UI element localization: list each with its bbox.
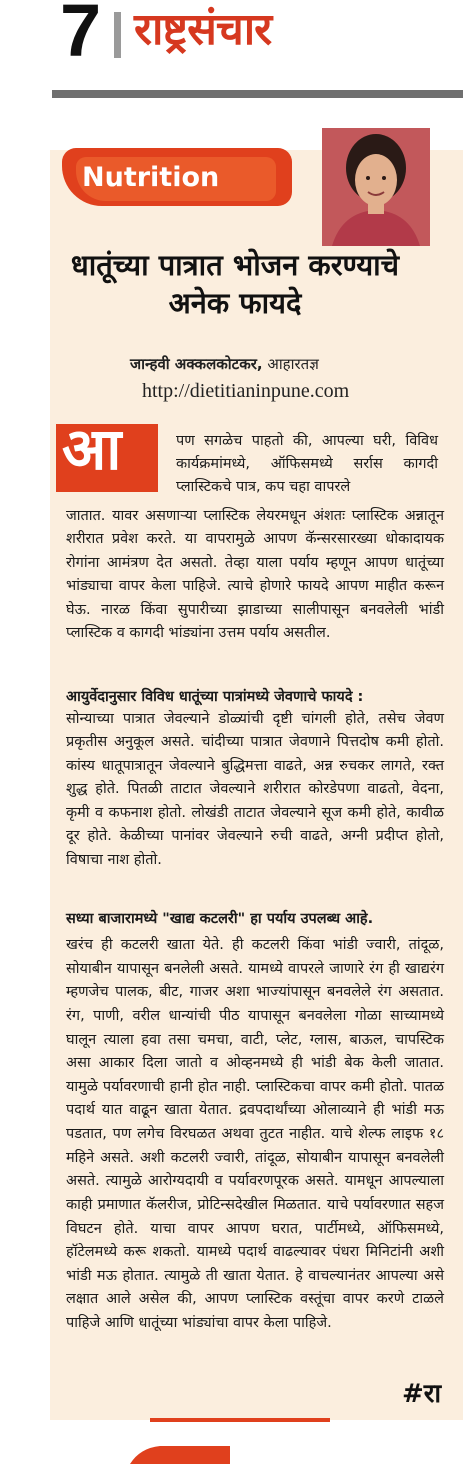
subheading-2: सध्या बाजारामध्ये "खाद्य कटलरी" हा पर्याय उपलब्ध आहे. bbox=[66, 911, 374, 927]
author-role: आहारतज्ञ bbox=[267, 355, 319, 373]
website-link[interactable]: http://dietitianinpune.com bbox=[142, 380, 350, 402]
masthead-rule bbox=[52, 90, 463, 98]
body-paragraph-3: खरंच ही कटलरी खाता येते. ही कटलरी किंवा भांडी ज्वारी, तांदूळ, सोयाबीन यापासून बनलेली असते. यामध्ये वापरले जाणारे रंग ही खाद्यरंग म्हणजेच पालक, बीट, गाजर अशा भाज्यांपासून बनवलेले रंग असतात. रंग, पाणी, वरील धान्यांची पीठ यापासून बनवलेला गोळा साच्यामध्ये घालून त्याला हवा तसा चमचा, वाटी, प्लेट, ग्लास, बाऊल, चापस्टिक असा आकार दिला जातो व ओव्हनमध्ये ही भांडी बेक केली जातात. यामुळे पर्यावरणाची हानी होत नाही. प्लास्टिकचा वापर कमी होतो. पातळ पदार्थ यात वाढून खाता येतात. द्रवपदार्थांच्या ओलाव्याने ही भांडी मऊ पडतात, पण लगेच विरघळत अथवा तुटत नाहीत. याचे शेल्फ लाइफ १८ महिने असते. अशी कटलरी ज्वारी, तांदूळ, सोयाबीन यापासून बनवलेली असते. त्यामुळे आरोग्यदायी व पर्यावरणपूरक असते. यामधून आपल्याला काही प्रमाणात कॅलरीज, प्रोटिन्सदेखील मिळतात. याचे पर्यावरणात सहज विघटन होते. याचा वापर आपण घरात, पार्टीमध्ये, ऑफिसमध्ये, हॉटेलमध्ये करू शकतो. यामध्ये पदार्थ वाढल्यावर पंधरा मिनिटांनी अशी भांडी मऊ होतात. त्यामुळे ती खाता येतात. हे वाचल्यानंतर आपल्या असे लक्षात आले असेल की, आपण प्लास्टिक वस्तूंचा वापर करणे टाळले पाहिजे आणि धातूंच्या भांड्यांचा वापर केला पाहिजे. bbox=[66, 937, 444, 1331]
body-paragraph-2: सोन्याच्या पात्रात जेवल्याने डोळ्यांची दृष्टी चांगली होते, तसेच जेवण प्रकृतीस अनुकूल असते. चांदीच्या पात्रात जेवणाने पित्तदोष कमी होतो. कांस्य धातूपात्रातून जेवल्याने बुद्धिमत्ता वाढते, अन्न रुचकर लागते, रक्त शुद्ध होते. पितळी ताटात जेवल्याने शरीरात कोरडेपणा वाढतो, वेदना, कृमी व कफनाश होतो. लोखंडी ताटात जेवल्याने सूज कमी होते, कावीळ दूर होते. केळीच्या पानांवर जेवल्याने रुची वाढते, अग्नी प्रदीप्त होतो, विषाचा नाश होतो. bbox=[66, 711, 444, 868]
masthead-divider bbox=[114, 12, 121, 58]
byline bbox=[130, 354, 319, 374]
lead-paragraph: पण सगळेच पाहतो की, आपल्या घरी, विविध कार्यक्रमांमध्ये, ऑफिसमध्ये सर्रास कागदी प्लास्टिकचे पात्र, कप चहा वापरले bbox=[176, 433, 438, 495]
author-portrait-icon bbox=[322, 128, 430, 246]
hashtag-mark: #रा bbox=[402, 1379, 442, 1409]
section-label: Nutrition bbox=[82, 162, 220, 193]
bottom-rule bbox=[150, 1418, 330, 1422]
dropcap: आ bbox=[62, 415, 122, 483]
masthead bbox=[0, 0, 463, 100]
newspaper-brand: राष्ट्रसंचार bbox=[134, 4, 272, 55]
author-photo bbox=[322, 128, 430, 246]
next-article-tab-icon bbox=[110, 1446, 230, 1464]
page-number: 7 bbox=[60, 0, 102, 72]
subheading-1: आयुर्वेदानुसार विविध धातूंच्या पात्रांमध्ये जेवणाचे फायदे : bbox=[66, 689, 364, 705]
body-paragraph-1: जातात. यावर असणाऱ्या प्लास्टिक लेयरमधून अंशतः प्लास्टिक अन्नातून शरीरात प्रवेश करते. या वापरामुळे आपण कॅन्सरसारख्या धोकादायक रोगांना आमंत्रण देत असतो. तेव्हा याला पर्याय म्हणून आपण धातूंच्या भांड्याचा वापर केला पाहिजे. त्याचे होणारे फायदे आपण माहीत करून घेऊ. नारळ किंवा सुपारीच्या झाडाच्या सालीपासून बनवलेली भांडी प्लास्टिक व कागदी भांड्यांना उत्तम पर्याय असतील. bbox=[66, 508, 444, 642]
article-headline: धातूंच्या पात्रात भोजन करण्याचे अनेक फायदे bbox=[70, 248, 400, 321]
author-name: जान्हवी अक्कलकोटकर, bbox=[130, 355, 263, 373]
